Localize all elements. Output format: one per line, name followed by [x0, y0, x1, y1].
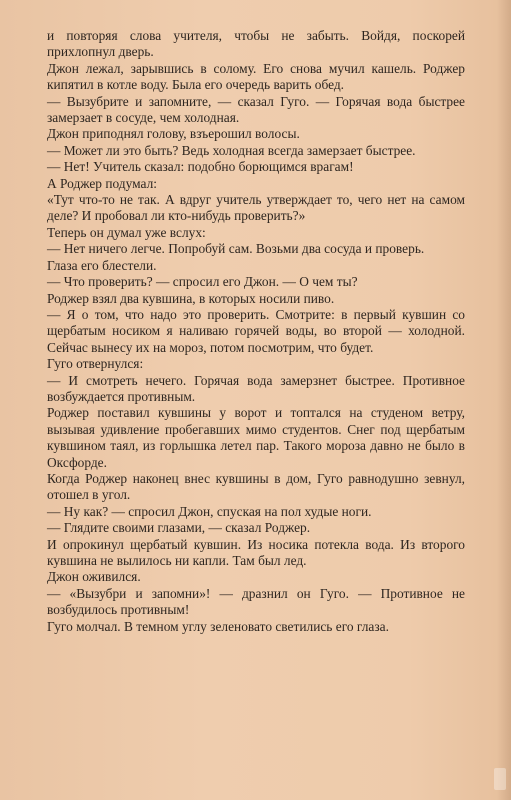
paragraph: Роджер поставил кувшины у ворот и топтался на студеном ветру, вызывая удивление пробегавших мимо студентов. Снег под щербатым кувшином таял, из горлышка летел пар. Такого мороза давно не было в Оксфорде. — [47, 405, 465, 470]
paragraph: Гуго отвернулся: — [47, 356, 144, 372]
paragraph: — «Вызубри и запомни»! — дразнил он Гуго. — Противное не возбудилось противным! — [47, 585, 465, 618]
paragraph: Роджер взял два кувшина, в которых носили пиво. — [47, 290, 335, 306]
paragraph: Джон приподнял голову, взъерошил волосы. — [47, 126, 300, 142]
page-edge-shadow — [497, 0, 511, 800]
paragraph: — Я о том, что надо это проверить. Смотрите: в первый кувшин со щербатым носиком я наливаю горячей воды, во второй — холодной. Сейчас вынесу их на мороз, потом посмотрим, что будет. — [47, 306, 465, 355]
paragraph: «Тут что-то не так. А вдруг учитель утверждает то, чего нет на самом деле? И пробовал ли кто-нибудь проверить?» — [47, 192, 465, 224]
paragraph: Джон оживился. — [47, 569, 141, 585]
page-text — [47, 28, 465, 635]
paragraph: — Что проверить? — спросил его Джон. — О чем ты? — [47, 274, 358, 290]
paragraph: Джон лежал, зарывшись в солому. Его снова мучил кашель. Роджер кипятил в котле воду. Была его очередь варить обед. — [47, 60, 465, 93]
paragraph: И опрокинул щербатый кувшин. Из носика потекла вода. Из второго кувшина не вылилось ни капли. Там был лед. — [47, 536, 465, 568]
paragraph: Теперь он думал уже вслух: — [47, 224, 206, 240]
paragraph: Гуго молчал. В темном углу зеленовато светились его глаза. — [47, 618, 389, 634]
scan-mark — [494, 768, 506, 790]
paragraph: — Глядите своими глазами, — сказал Роджер. — [47, 520, 311, 536]
paragraph: — Может ли это быть? Ведь холодная всегда замерзает быстрее. — [47, 142, 416, 158]
paragraph: — Нет! Учитель сказал: подобно борющимся врагам! — [47, 159, 354, 175]
paragraph: Глаза его блестели. — [47, 257, 157, 273]
paragraph: — Ну как? — спросил Джон, спуская на пол худые ноги. — [47, 503, 372, 519]
paragraph: — Вызубрите и запомните, — сказал Гуго. — Горячая вода быстрее замерзает в сосуде, чем холодная. — [47, 93, 465, 126]
paragraph: — Нет ничего легче. Попробуй сам. Возьми два сосуда и проверь. — [47, 241, 425, 257]
paragraph: А Роджер подумал: — [47, 175, 157, 191]
paragraph: — И смотреть нечего. Горячая вода замерзнет быстрее. Противное возбуждается противным. — [47, 372, 465, 404]
paragraph: и повторяя слова учителя, чтобы не забыть. Войдя, поскорей прихлопнул дверь. — [47, 28, 465, 60]
paragraph: Когда Роджер наконец внес кувшины в дом, Гуго равнодушно зевнул, отошел в угол. — [47, 470, 465, 503]
